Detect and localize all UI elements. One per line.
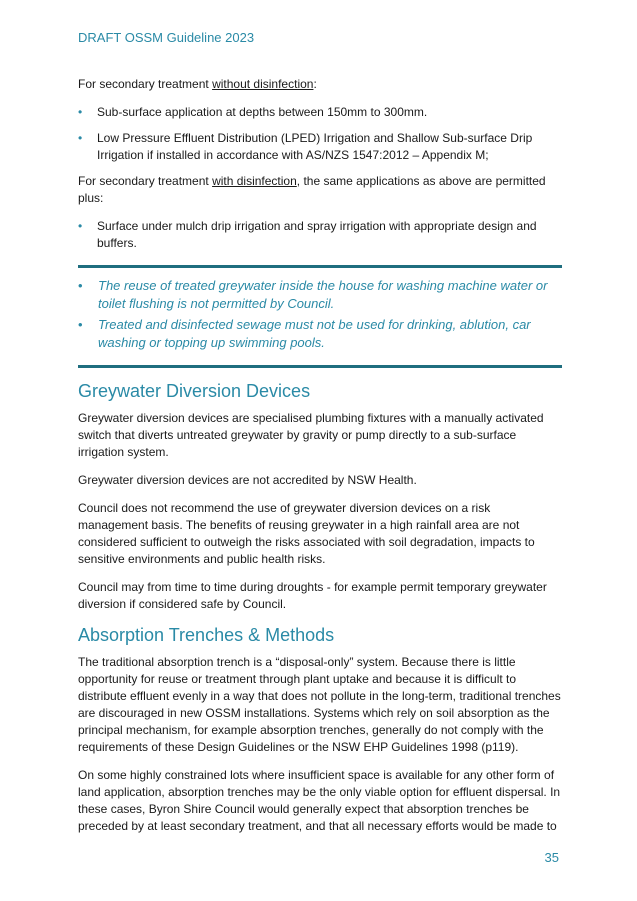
list-item: [78, 130, 562, 164]
bullet-icon: •: [78, 278, 83, 293]
bullet-icon: •: [78, 317, 83, 332]
callout-box: [78, 265, 562, 368]
paragraph: On some highly constrained lots where insufficient space is available for any other form of land application, absorption trenches may be the only viable option for effluent dispersal. In these cases, Byron Shire Council would generally expect that absorption trenches be preceded by at least secondary treatment, and that all necessary efforts would be made to: [78, 768, 561, 833]
section-heading-absorption: Absorption Trenches & Methods: [78, 625, 335, 645]
list-item: [78, 104, 562, 121]
intro-without-disinfection: [78, 76, 562, 93]
list-item: [78, 218, 562, 252]
list-item-text: Low Pressure Effluent Distribution (LPED) Irrigation and Shallow Sub-surface Drip Irrigation if installed in accordance with AS/NZS 1547:2012 – Appendix M;: [97, 131, 533, 162]
paragraph: The traditional absorption trench is a “disposal-only” system. Because there is little opportunity for reuse or treatment through plant uptake and because it is difficult to distribute effluent evenly in a way that does not pollute in the long-term, traditional trenches are discouraged in new OSSM installations. Systems which rely on soil absorption as the principal mechanism, for example absorption trenches, generally do not comply with the requirements of these Design Guidelines or the NSW EHP Guidelines 1998 (p119).: [78, 655, 561, 754]
bullet-icon: •: [78, 131, 83, 145]
callout-item: [78, 316, 562, 352]
intro1-underlined: without disinfection: [212, 77, 314, 91]
page-content: [78, 76, 562, 846]
intro-with-disinfection: [78, 173, 562, 207]
bullet-icon: •: [78, 105, 83, 119]
intro1-suffix: :: [313, 77, 317, 91]
paragraph: Greywater diversion devices are specialised plumbing fixtures with a manually activated switch that diverts untreated greywater by gravity or pump directly to a sub-surface irrigation system.: [78, 411, 544, 459]
section-heading-greywater: Greywater Diversion Devices: [78, 381, 311, 401]
bullet-list-with-disinfection: [78, 218, 562, 252]
bullet-icon: •: [78, 219, 83, 233]
list-item-text: Sub-surface application at depths between 150mm to 300mm.: [97, 105, 428, 119]
intro2-underlined: with disinfection: [212, 174, 297, 188]
intro1-prefix: For secondary treatment: [78, 77, 213, 91]
callout-item: [78, 277, 562, 313]
callout-item-text: Treated and disinfected sewage must not be used for drinking, ablution, car washing or topping up swimming pools.: [98, 317, 531, 350]
running-header: DRAFT OSSM Guideline 2023: [78, 30, 255, 45]
callout-list: [78, 277, 562, 352]
paragraph: Council does not recommend the use of greywater diversion devices on a risk management basis. The benefits of reusing greywater in a high rainfall area are not considered sufficient to outweigh the risks associated with soil degradation, impacts to sensitive environments and public health risks.: [78, 501, 535, 566]
bullet-list-without-disinfection: [78, 104, 562, 164]
intro2-suffix: , the same applications as above are permitted plus:: [78, 174, 546, 205]
paragraph: Greywater diversion devices are not accredited by NSW Health.: [78, 473, 417, 487]
paragraph: Council may from time to time during droughts - for example permit temporary greywater diversion if considered safe by Council.: [78, 580, 547, 611]
callout-item-text: The reuse of treated greywater inside the house for washing machine water or toilet flushing is not permitted by Council.: [98, 278, 548, 311]
intro2-prefix: For secondary treatment: [78, 174, 213, 188]
page-number: 35: [544, 850, 559, 865]
list-item-text: Surface under mulch drip irrigation and spray irrigation with appropriate design and buffers.: [97, 219, 537, 250]
